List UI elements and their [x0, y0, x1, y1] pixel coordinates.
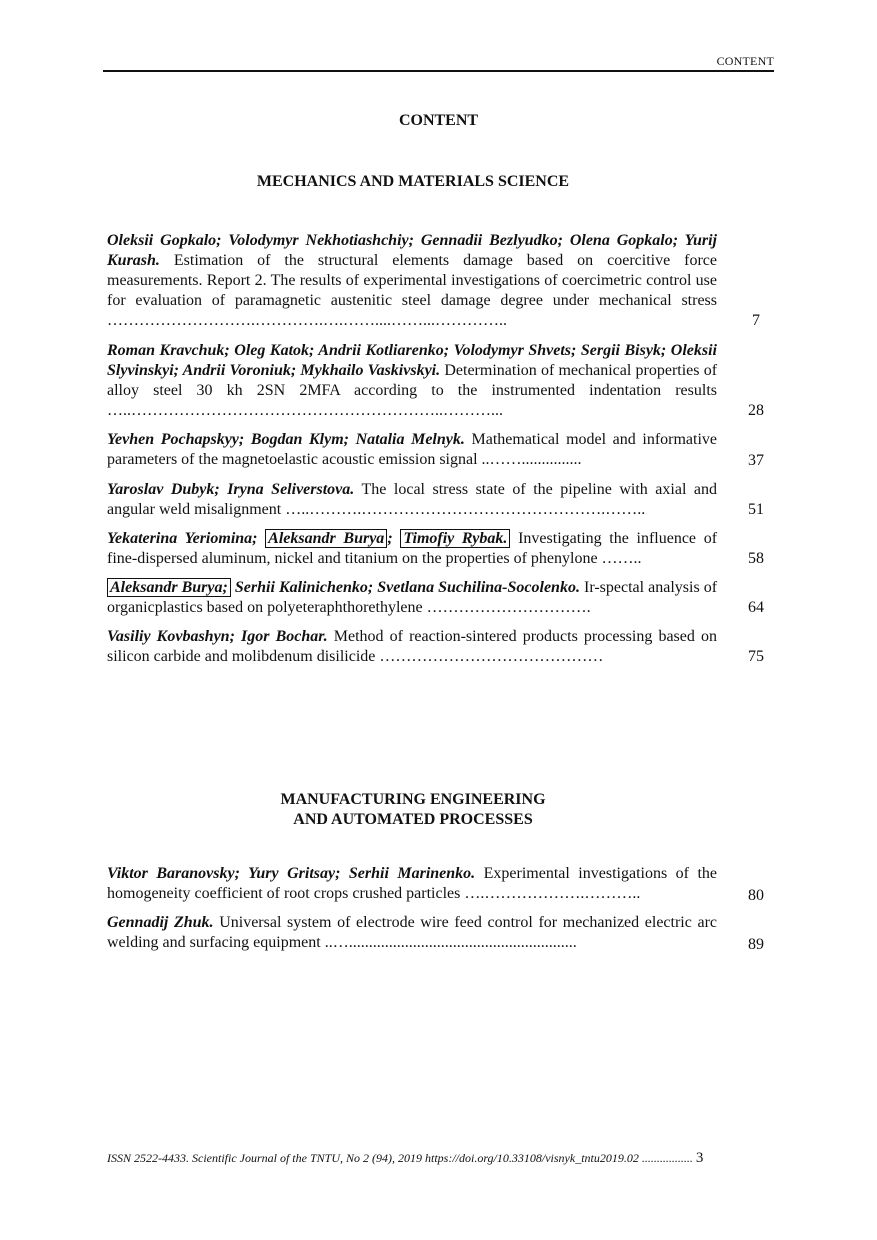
- author-highlight-box: Timofiy Rybak.: [400, 529, 510, 548]
- section-heading-mechanics: MECHANICS AND MATERIALS SCIENCE: [256, 173, 570, 190]
- author-highlight-box: Aleksandr Burya: [265, 529, 387, 548]
- toc-entry[interactable]: [107, 529, 717, 569]
- author-highlight-box: Aleksandr Burya;: [107, 578, 231, 597]
- entry-authors: Vasiliy Kovbashyn; Igor Bochar.: [107, 628, 328, 645]
- footer-page-number: 3: [695, 1150, 704, 1166]
- entry-title: Mathematical model and informative parameters of the magnetoelastic acoustic emission signal: [107, 431, 718, 468]
- toc-entry[interactable]: [107, 864, 717, 904]
- entry-leader: ..……...............: [481, 451, 582, 468]
- toc-entry[interactable]: [107, 341, 717, 421]
- header-rule: [103, 70, 774, 72]
- entry-page-number[interactable]: 51: [748, 501, 764, 518]
- entry-page-number[interactable]: 28: [748, 402, 764, 419]
- entry-leader: …..……….……………………………………….……..: [285, 501, 646, 518]
- entry-leader: ……..: [601, 550, 642, 567]
- entry-leader: ……………………….………….….……....……...…………..: [107, 312, 507, 329]
- entry-authors: Roman Kravchuk; Oleg Katok; Andrii Kotliarenko; Volodymyr Shvets; Sergii Bisyk; Oleksii Slyvinskyi; Andrii Voroniuk; Mykhailo Vaskivskyi.: [107, 342, 717, 379]
- entry-leader: ..….........................................................: [324, 934, 577, 951]
- entry-page-number[interactable]: 64: [748, 599, 764, 616]
- entry-title: Ir-spectal analysis of organicplastics based on polyeteraphthorethylene: [107, 579, 718, 616]
- entry-title: Universal system of electrode wire feed control for mechanized electric arc welding and surfacing equipment: [107, 914, 718, 951]
- section-heading-line: MANUFACTURING ENGINEERING: [280, 791, 546, 808]
- toc-entry[interactable]: [107, 430, 717, 470]
- entry-authors: Yekaterina Yeriomina;: [107, 530, 258, 547]
- entry-title: Investigating the influence of fine-dispersed aluminum, nickel and titanium on the properties of phenylone: [107, 530, 718, 567]
- section-heading-manufacturing: [0, 790, 826, 830]
- entry-page-number[interactable]: 89: [748, 936, 764, 953]
- running-header: CONTENT: [716, 54, 774, 68]
- entry-authors: Yevhen Pochapskyy; Bogdan Klym; Natalia Melnyk.: [107, 431, 465, 448]
- toc-entry[interactable]: [107, 480, 717, 520]
- toc-entry[interactable]: [107, 913, 717, 953]
- entry-authors: Gennadij Zhuk.: [107, 914, 214, 931]
- entry-leader: ………………………….: [426, 599, 591, 616]
- entry-page-number[interactable]: 80: [748, 887, 764, 904]
- entry-authors: Serhii Kalinichenko; Svetlana Suchilina-Socolenko.: [234, 579, 580, 596]
- entry-title: The local stress state of the pipeline with axial and angular weld misalignment: [107, 481, 718, 518]
- entry-leader: …..…………………………………………………..………...: [107, 402, 503, 419]
- footer-issn-line: ISSN 2522-4433. Scientific Journal of the TNTU, No 2 (94), 2019 https://doi.org/10.33108/visnyk_tntu2019.02 .................: [107, 1151, 693, 1165]
- entry-leader: ……………………………………: [379, 648, 604, 665]
- entry-page-number[interactable]: 75: [748, 648, 764, 665]
- toc-entry[interactable]: [107, 231, 717, 331]
- entry-page-number[interactable]: 37: [748, 452, 764, 469]
- entry-page-number[interactable]: 58: [748, 550, 764, 567]
- entry-authors: Oleksii Gopkalo; Volodymyr Nekhotiashchiy; Gennadii Bezlyudko; Olena Gopkalo; Yurij Kurash.: [107, 232, 717, 269]
- entry-authors-separator: ;: [387, 530, 393, 547]
- entry-title: Determination of mechanical properties of alloy steel 30 kh 2SN 2MFA according to the instrumented indentation results: [107, 362, 718, 399]
- entry-title: Experimental investigations of the homogeneity coefficient of root crops crushed particles: [107, 865, 718, 902]
- entry-leader: ….……………….………..: [464, 885, 641, 902]
- entry-page-number[interactable]: 7: [752, 312, 760, 329]
- toc-entry[interactable]: [107, 627, 717, 667]
- entry-authors: Yaroslav Dubyk; Iryna Seliverstova.: [107, 481, 355, 498]
- page-title: CONTENT: [398, 112, 479, 129]
- entry-authors: Viktor Baranovsky; Yury Gritsay; Serhii Marinenko.: [107, 865, 476, 882]
- entry-title: Method of reaction-sintered products processing based on silicon carbide and molibdenum disilicide: [107, 628, 717, 665]
- entry-title: Estimation of the structural elements damage based on coercitive force measurements. Report 2. The results of experimental investigations of coercimetric control use for evaluation of paramagnetic austenitic steel damage degree under mechanical stress: [107, 252, 717, 309]
- toc-entry[interactable]: [107, 578, 717, 618]
- page-footer: [107, 1150, 774, 1167]
- section-heading-line: AND AUTOMATED PROCESSES: [293, 811, 533, 828]
